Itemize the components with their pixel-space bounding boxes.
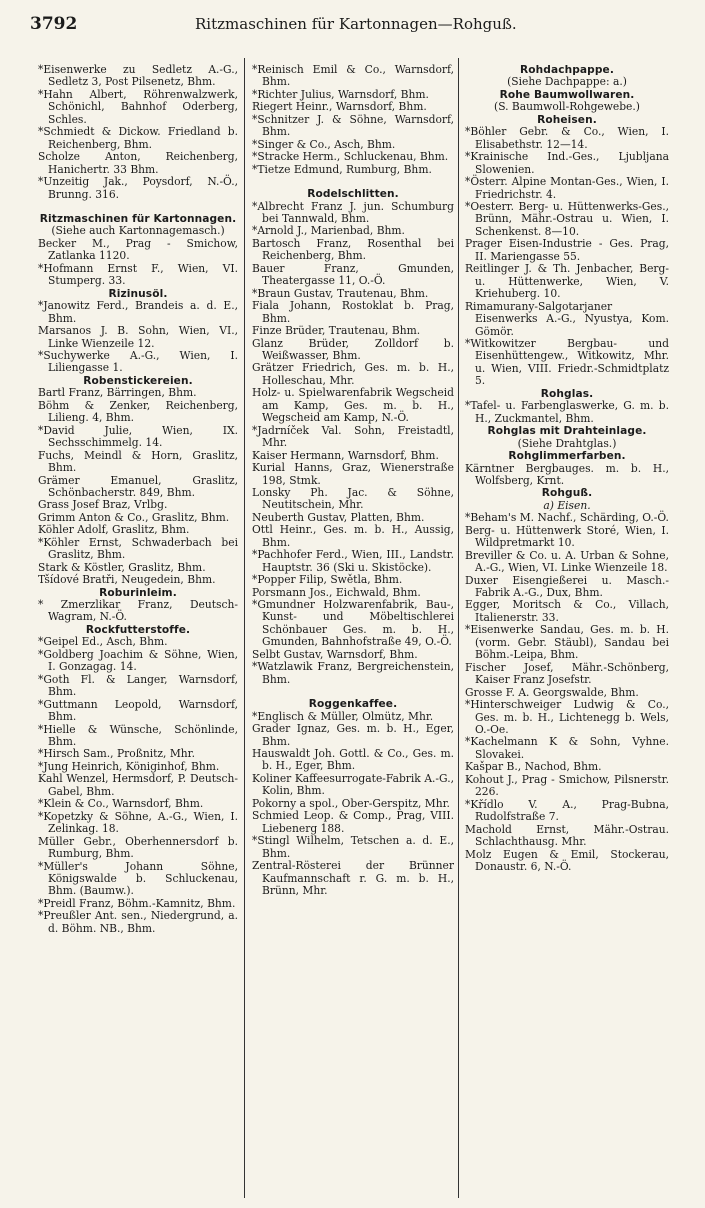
directory-entry: *Janowitz Ferd., Brandeis a. d. E., Bhm. [38,299,238,325]
directory-entry: *Kopetzky & Söhne, A.-G., Wien, I. Zelinkag. 18. [38,809,238,836]
directory-entry: * Zmerzlikar Franz, Deutsch-Wagram, N.-Ö. [38,598,238,624]
directory-entry: Fiala Johann, Rostoklat b. Prag, Bhm. [252,299,454,325]
page-number: 3792 [30,14,78,34]
directory-entry: *Böhler Gebr. & Co., Wien, I. Elisabethstr. 12—14. [465,125,669,151]
section-heading: Rockfutterstoffe. [85,623,191,636]
directory-entry: *Tafel- u. Farbenglaswerke, G. m. b. H., Zuckmantel, Bhm. [465,399,669,425]
cross-reference-note: (Siehe Drahtglas.) [517,436,617,450]
directory-entry: *Krainische Ind.-Ges., Ljubljana Slowenien. [465,150,669,176]
directory-entry: Müller Gebr., Oberhennersdorf b. Rumburg, Bhm. [38,834,238,861]
directory-entry: Riegert Heinr., Warnsdorf, Bhm. [252,100,427,114]
directory-entry: *Schnitzer J. & Söhne, Warnsdorf, Bhm. [252,112,454,139]
column-divider [458,58,459,1198]
subsection-label: a) Eisen. [543,498,591,512]
section-heading: Rohglas. [540,387,594,400]
directory-entry: *Křídlo V. A., Prag-Bubna, Rudolfstraße 7. [465,797,669,824]
directory-entry: Kašpar B., Nachod, Bhm. [465,760,602,774]
directory-entry: Pokorny a spol., Ober-Gerspitz, Mhr. [252,796,450,810]
section-heading: Rohguß. [541,487,593,500]
directory-entry: *Reinisch Emil & Co., Warnsdorf, Bhm. [252,63,454,89]
section-heading: Rohdachpappe. [520,64,614,76]
running-title: Ritzmaschinen für Kartonnagen—Rohguß. [195,15,517,33]
directory-entry: Selbt Gustav, Warnsdorf, Bhm. [252,647,418,661]
directory-entry: *Albrecht Franz J. jun. Schumburg bei Tannwald, Bhm. [252,199,454,225]
column-divider [244,58,245,1198]
directory-entry: *Popper Filip, Swětla, Bhm. [252,573,403,587]
directory-entry: *Eisenwerke Sandau, Ges. m. b. H. (vorm. Gebr. Stäubl), Sandau bei Böhm.-Leipa, Bhm. [465,623,669,662]
directory-entry: Rimamurany-Salgotarjaner Eisenwerks A.-G., Nyustya, Kom. Gömör. [465,299,669,338]
section-heading: Roggenkaffee. [308,698,398,711]
directory-entry: Reitlinger J. & Th. Jenbacher, Berg- u. Hüttenwerke, Wien, V. Kriehuberg. 10. [465,262,669,301]
directory-entry: *Braun Gustav, Trautenau, Bhm. [252,286,429,300]
directory-entry: Grätzer Friedrich, Ges. m. b. H., Holleschau, Mhr. [252,361,454,387]
page-header [30,14,690,40]
directory-entry: Grosse F. A. Georgswalde, Bhm. [465,685,639,699]
directory-entry: *Gmundner Holzwarenfabrik, Bau-, Kunst- und Möbeltischlerei Schönbauer Ges. m. b. H., Gmunden, Bahnhofstraße 49, O.-Ö. [252,598,454,649]
column-3 [465,64,669,873]
directory-entry: Fischer Josef, Mähr.-Schönberg, Kaiser Franz Josefstr. [465,660,669,687]
section-heading: Roburinleim. [99,586,177,599]
directory-entry: *Jadrníček Val. Sohn, Freistadtl, Mhr. [252,423,454,450]
directory-entry: Böhm & Zenker, Reichenberg, Lilieng. 4, Bhm. [38,398,238,425]
directory-entry: *Goldberg Joachim & Söhne, Wien, I. Gonzagag. 14. [38,647,238,674]
directory-entry: Grader Ignaz, Ges. m. b. H., Eger, Bhm. [252,722,454,748]
directory-entry: Kohout J., Prag - Smichow, Pilsnerstr. 226. [465,772,669,799]
directory-entry: Finze Brüder, Trautenau, Bhm. [252,324,421,338]
section-heading: Ritzmaschinen für Kartonnagen. [39,212,237,225]
directory-entry: *Hirsch Sam., Proßnitz, Mhr. [38,747,196,761]
directory-entry: *Stracke Herm., Schluckenau, Bhm. [252,150,449,164]
directory-entry: Breviller & Co. u. A. Urban & Sohne, A.-G., Wien, VI. Linke Wienzeile 18. [465,548,669,575]
directory-entry: *Watzlawik Franz, Bergreichenstein, Bhm. [252,660,454,686]
directory-entry: Grass Josef Braz, Vrlbg. [38,498,168,512]
cross-reference-note: (Siehe auch Kartonnagemasch.) [51,224,225,238]
section-heading: Rohe Baumwollwaren. [499,88,635,101]
directory-entry: *Geipel Ed., Asch, Bhm. [38,635,168,649]
spacer [252,176,454,188]
directory-entry: Kahl Wenzel, Hermsdorf, P. Deutsch-Gabel, Bhm. [38,772,238,798]
directory-entry: Neuberth Gustav, Platten, Bhm. [252,510,425,524]
directory-entry: Schmied Leop. & Comp., Prag, VIII. Liebenerg 188. [252,809,454,835]
column-1 [38,64,238,935]
directory-entry: Molz Eugen & Emil, Stockerau, Donaustr. 6, N.-Ö. [465,847,669,873]
cross-reference-note: (S. Baumwoll-Rohgewebe.) [494,100,640,114]
directory-entry: *Richter Julius, Warnsdorf, Bhm. [252,87,429,101]
directory-entry: Bartl Franz, Bärringen, Bhm. [38,386,197,400]
directory-entry: Kurial Hanns, Graz, Wienerstraße 198, Stmk. [252,461,454,487]
directory-entry: Hauswaldt Joh. Gottl. & Co., Ges. m. b. H., Eger, Bhm. [252,747,454,773]
section-heading: Rizinusöl. [108,287,168,300]
directory-entry: *Hielle & Wünsche, Schönlinde, Bhm. [38,722,238,749]
directory-entry: Ottl Heinr., Ges. m. b. H., Aussig, Bhm. [252,523,454,549]
directory-entry: *Preußler Ant. sen., Niedergrund, a. d. Böhm. NB., Bhm. [38,909,238,935]
directory-entry: *Beham's M. Nachf., Schärding, O.-Ö. [465,511,669,525]
directory-entry: Bartosch Franz, Rosenthal bei Reichenberg, Bhm. [252,236,454,263]
directory-entry: *Suchywerke A.-G., Wien, I. Liliengasse 1. [38,348,238,375]
directory-entry: *Tietze Edmund, Rumburg, Bhm. [252,162,432,176]
cross-reference-note: (Siehe Dachpappe: a.) [507,75,627,89]
directory-entry: Egger, Moritsch & Co., Villach, Italienerstr. 33. [465,598,669,624]
directory-entry: *Hofmann Ernst F., Wien, VI. Stumperg. 33. [38,261,238,288]
directory-entry: Grämer Emanuel, Graslitz, Schönbacherstr. 849, Bhm. [38,473,238,499]
directory-entry: *Witkowitzer Bergbau- und Eisenhüttengew., Witkowitz, Mhr. u. Wien, VIII. Friedr.-Schmidtplatz 5. [465,336,669,388]
directory-entry: Prager Eisen-Industrie - Ges. Prag, II. Mariengasse 55. [465,237,669,263]
directory-entry: *Köhler Ernst, Schwaderbach bei Graslitz, Bhm. [38,535,238,562]
directory-entry: Porsmann Jos., Eichwald, Bhm. [252,585,421,599]
directory-entry: *Hahn Albert, Röhrenwalzwerk, Schönichl, Bahnhof Oderberg, Schles. [38,87,238,126]
directory-entry: Duxer Eisengießerei u. Masch.-Fabrik A.-G., Dux, Bhm. [465,573,669,600]
directory-entry: *Preidl Franz, Böhm.-Kamnitz, Bhm. [38,896,236,910]
directory-entry: Zentral-Rösterei der Brünner Kaufmannschaft r. G. m. b. H., Brünn, Mhr. [252,859,454,897]
directory-entry: *Guttmann Leopold, Warnsdorf, Bhm. [38,697,238,724]
column-2 [252,64,454,897]
directory-entry: Koliner Kaffeesurrogate-Fabrik A.-G., Kolin, Bhm. [252,771,454,798]
directory-entry: *Goth Fl. & Langer, Warnsdorf, Bhm. [38,672,238,699]
directory-entry: Tšídové Bratři, Neugedein, Bhm. [38,573,216,587]
directory-entry: Kaiser Hermann, Warnsdorf, Bhm. [252,448,439,462]
directory-entry: Berg- u. Hüttenwerk Storé, Wien, I. Wildpretmarkt 10. [465,523,669,550]
directory-entry: *Singer & Co., Asch, Bhm. [252,137,396,151]
directory-entry: *Klein & Co., Warnsdorf, Bhm. [38,797,204,811]
section-heading: Rohglas mit Drahteinlage. [487,425,647,438]
directory-entry: *Österr. Alpine Montan-Ges., Wien, I. Friedrichstr. 4. [465,175,669,201]
directory-entry: *Oesterr. Berg- u. Hüttenwerks-Ges., Brünn, Mähr.-Ostrau u. Wien, I. Schenkenst. 8—10. [465,199,669,238]
directory-entry: *Schmiedt & Dickow. Friedland b. Reichenberg, Bhm. [38,125,238,151]
directory-entry: Machold Ernst, Mähr.-Ostrau. Schlachthausg. Mhr. [465,822,669,849]
directory-entry: Grimm Anton & Co., Graslitz, Bhm. [38,510,230,524]
directory-entry: *Hinterschweiger Ludwig & Co., Ges. m. b. H., Lichtenegg b. Wels, O.-Oe. [465,698,669,737]
directory-entry: Stark & Köstler, Graslitz, Bhm. [38,560,206,574]
directory-entry: *Pachhofer Ferd., Wien, III., Landstr. Hauptstr. 36 (Ski u. Skistöcke). [252,548,454,574]
directory-entry: Fuchs, Meindl & Horn, Graslitz, Bhm. [38,448,238,475]
directory-entry: Bauer Franz, Gmunden, Theatergasse 11, O.-Ö. [252,261,454,288]
directory-entry: *Arnold J., Marienbad, Bhm. [252,224,405,238]
directory-entry: Holz- u. Spielwarenfabrik Wegscheid am Kamp, Ges. m. b. H., Wegscheid am Kamp, N.-Ö. [252,386,454,425]
directory-entry: *Stingl Wilhelm, Tetschen a. d. E., Bhm. [252,834,454,860]
section-heading: Rodelschlitten. [307,188,399,201]
directory-entry: Köhler Adolf, Graslitz, Bhm. [38,523,190,537]
directory-entry: *Eisenwerke zu Sedletz A.-G., Sedletz 3, Post Pilsenetz, Bhm. [38,63,238,89]
spacer [252,686,454,698]
section-heading: Robenstickereien. [83,374,193,387]
spacer [38,201,238,213]
directory-entry: Lonsky Ph. Jac. & Söhne, Neutitschein, Mhr. [252,485,454,512]
directory-entry: Scholze Anton, Reichenberg, Hanichertr. 33 Bhm. [38,150,238,176]
directory-entry: *Englisch & Müller, Olmütz, Mhr. [252,709,434,723]
directory-entry: Marsanos J. B. Sohn, Wien, VI., Linke Wienzeile 12. [38,324,238,350]
directory-entry: Glanz Brüder, Zolldorf b. Weißwasser, Bhm. [252,336,454,362]
directory-entry: *Kachelmann K & Sohn, Vyhne. Slovakei. [465,735,669,761]
directory-entry: Becker M., Prag - Smichow, Zatlanka 1120. [38,236,238,263]
section-heading: Roheisen. [537,113,597,126]
section-heading: Rohglimmerfarben. [508,450,626,463]
directory-entry: *Unzeitig Jak., Poysdorf, N.-Ö., Brunng. 316. [38,175,238,201]
directory-entry: *David Julie, Wien, IX. Sechsschimmelg. 14. [38,423,238,450]
directory-entry: Kärntner Bergbauges. m. b. H., Wolfsberg, Krnt. [465,461,669,487]
directory-entry: *Müller's Johann Söhne, Königswalde b. Schluckenau, Bhm. (Baumw.). [38,859,238,898]
directory-entry: *Jung Heinrich, Königinhof, Bhm. [38,759,220,773]
